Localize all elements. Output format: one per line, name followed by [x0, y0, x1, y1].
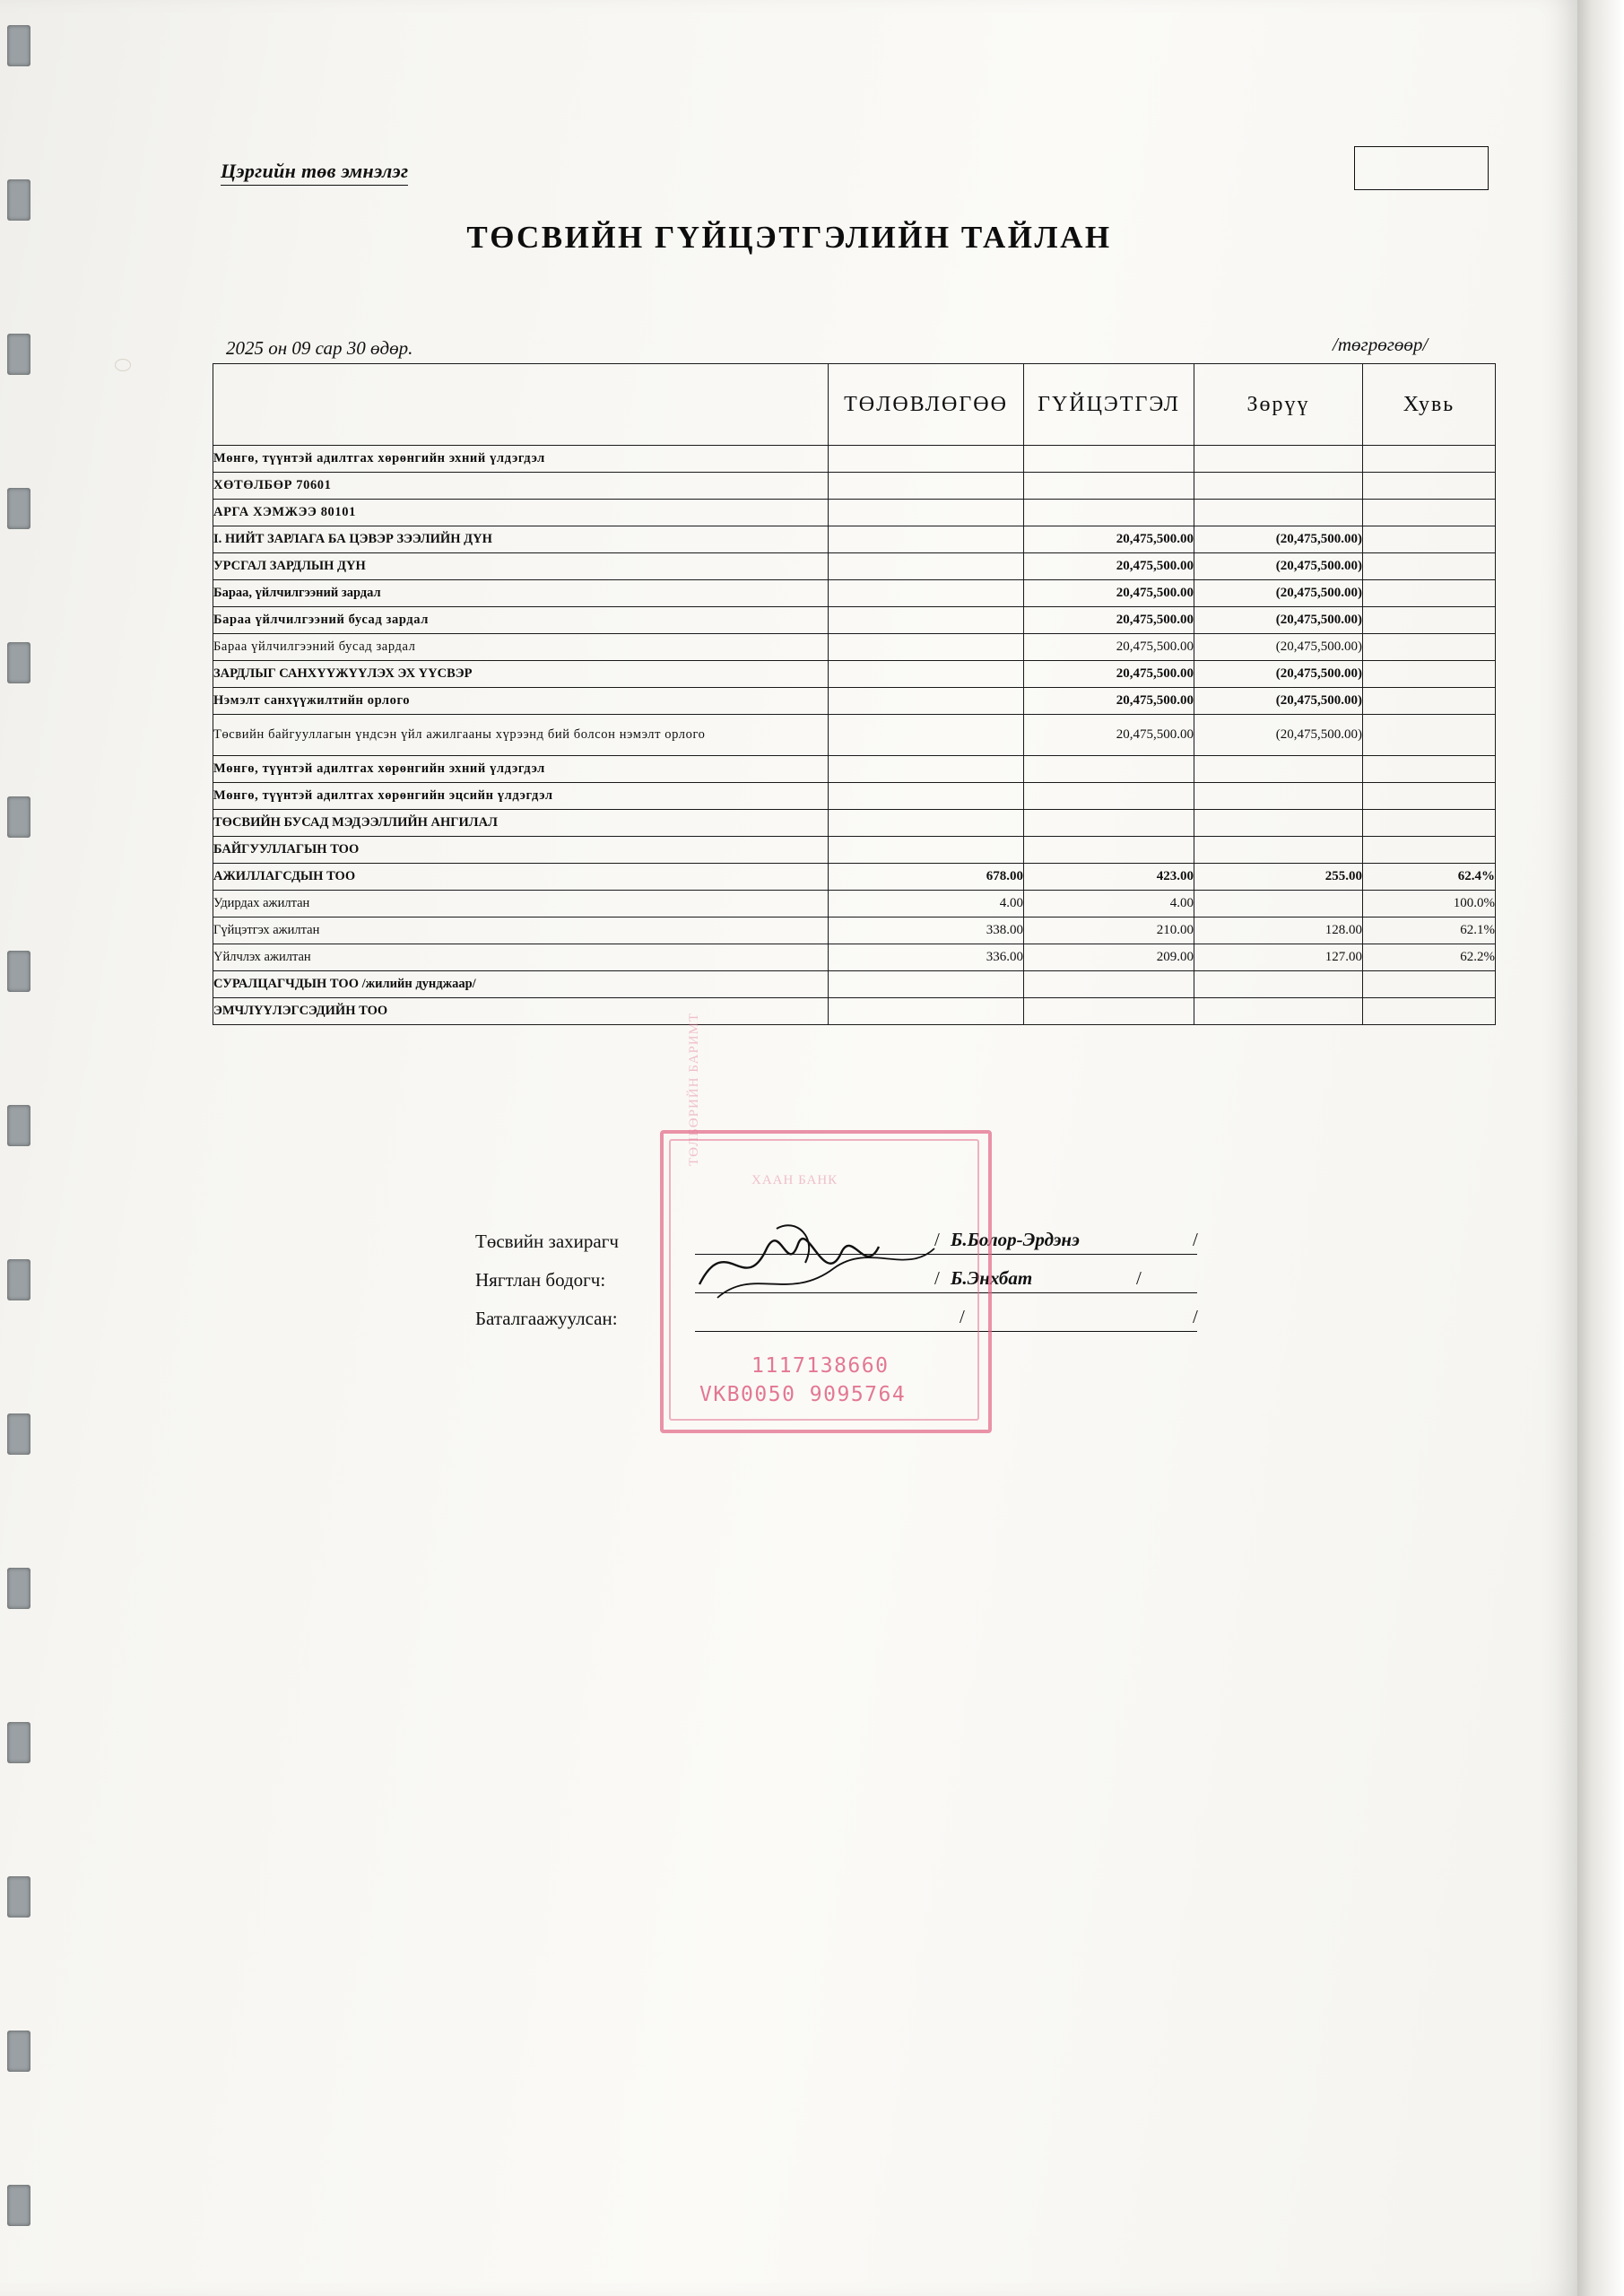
- signature-label: Нягтлан бодогч:: [475, 1269, 606, 1291]
- punch-hole: [7, 2031, 30, 2072]
- cell-difference: 255.00: [1194, 864, 1363, 891]
- signature-block: [475, 1227, 1246, 1343]
- cell-difference: (20,475,500.00): [1194, 661, 1363, 688]
- table-row: [213, 998, 1496, 1025]
- cell-difference: [1194, 783, 1363, 810]
- row-label: СУРАЛЦАГЧДЫН ТОО /жилийн дунджаар/: [213, 971, 829, 998]
- cell-execution: 20,475,500.00: [1024, 634, 1194, 661]
- cell-difference: (20,475,500.00): [1194, 688, 1363, 715]
- cell-execution: [1024, 446, 1194, 473]
- cell-percent: [1363, 553, 1496, 580]
- row-label: ТӨСВИЙН БУСАД МЭДЭЭЛЛИЙН АНГИЛАЛ: [213, 810, 829, 837]
- cell-difference: [1194, 500, 1363, 526]
- cell-plan: 4.00: [829, 891, 1024, 918]
- signature-label: Төсвийн захирагч: [475, 1231, 619, 1252]
- cell-execution: 4.00: [1024, 891, 1194, 918]
- table-row: [213, 715, 1496, 756]
- top-right-empty-box: [1354, 146, 1489, 190]
- signature-label: Баталгаажуулсан:: [475, 1308, 618, 1329]
- cell-difference: (20,475,500.00): [1194, 634, 1363, 661]
- cell-difference: [1194, 473, 1363, 500]
- signature-row: [475, 1265, 1246, 1304]
- cell-plan: [829, 553, 1024, 580]
- table-row: [213, 526, 1496, 553]
- table-row: [213, 864, 1496, 891]
- cell-execution: 209.00: [1024, 944, 1194, 971]
- cell-plan: [829, 783, 1024, 810]
- punch-hole: [7, 642, 30, 683]
- cell-percent: [1363, 715, 1496, 756]
- column-header-execution: ГҮЙЦЭТГЭЛ: [1024, 364, 1194, 446]
- cell-percent: 62.2%: [1363, 944, 1496, 971]
- cell-difference: (20,475,500.00): [1194, 526, 1363, 553]
- table-row: [213, 918, 1496, 944]
- cell-percent: [1363, 607, 1496, 634]
- punch-hole: [7, 1568, 30, 1609]
- punch-hole: [7, 179, 30, 221]
- organization-name: Цэргийн төв эмнэлэг: [221, 160, 408, 186]
- cell-difference: (20,475,500.00): [1194, 553, 1363, 580]
- cell-percent: [1363, 756, 1496, 783]
- cell-execution: 20,475,500.00: [1024, 661, 1194, 688]
- cell-execution: [1024, 998, 1194, 1025]
- cell-difference: [1194, 998, 1363, 1025]
- table-row: [213, 891, 1496, 918]
- cell-execution: 423.00: [1024, 864, 1194, 891]
- cell-execution: 20,475,500.00: [1024, 526, 1194, 553]
- row-label: Мөнгө, түүнтэй адилтгах хөрөнгийн эхний үлдэгдэл: [213, 756, 829, 783]
- row-label: ЭМЧЛҮҮЛЭГСЭДИЙН ТОО: [213, 998, 829, 1025]
- cell-difference: [1194, 756, 1363, 783]
- cell-percent: [1363, 971, 1496, 998]
- cell-plan: [829, 473, 1024, 500]
- cell-execution: 20,475,500.00: [1024, 553, 1194, 580]
- paper-smudge: [115, 359, 131, 371]
- cell-percent: [1363, 837, 1496, 864]
- table-row: [213, 553, 1496, 580]
- row-label: Бараа, үйлчилгээний зардал: [213, 580, 829, 607]
- cell-plan: 338.00: [829, 918, 1024, 944]
- table-row: [213, 607, 1496, 634]
- cell-difference: [1194, 446, 1363, 473]
- table-row: [213, 473, 1496, 500]
- cell-plan: [829, 810, 1024, 837]
- cell-plan: [829, 837, 1024, 864]
- signature-rule: [695, 1254, 1197, 1255]
- cell-difference: [1194, 891, 1363, 918]
- cell-percent: [1363, 473, 1496, 500]
- cell-plan: [829, 607, 1024, 634]
- cell-percent: [1363, 783, 1496, 810]
- row-label: АЖИЛЛАГСДЫН ТОО: [213, 864, 829, 891]
- signature-row: [475, 1227, 1246, 1265]
- cell-difference: (20,475,500.00): [1194, 580, 1363, 607]
- cell-difference: [1194, 837, 1363, 864]
- column-header-plan: ТӨЛӨВЛӨГӨӨ: [829, 364, 1024, 446]
- cell-percent: [1363, 446, 1496, 473]
- signature-slash-right: /: [1136, 1267, 1142, 1289]
- row-label: Бараа үйлчилгээний бусад зардал: [213, 607, 829, 634]
- cell-execution: [1024, 971, 1194, 998]
- table-row: [213, 810, 1496, 837]
- row-label: ЗАРДЛЫГ САНХҮҮЖҮҮЛЭХ ЭХ ҮҮСВЭР: [213, 661, 829, 688]
- cell-plan: [829, 715, 1024, 756]
- table-row: [213, 971, 1496, 998]
- table-row: [213, 634, 1496, 661]
- table-head: [213, 364, 1496, 446]
- row-label: АРГА ХЭМЖЭЭ 80101: [213, 500, 829, 526]
- stamp-code-line-1: 1117138660: [751, 1354, 890, 1378]
- cell-percent: 62.4%: [1363, 864, 1496, 891]
- cell-difference: 128.00: [1194, 918, 1363, 944]
- punch-hole: [7, 796, 30, 838]
- row-label: УРСГАЛ ЗАРДЛЫН ДҮН: [213, 553, 829, 580]
- punch-hole: [7, 2185, 30, 2226]
- punch-hole: [7, 1259, 30, 1300]
- row-label: Удирдах ажилтан: [213, 891, 829, 918]
- cell-difference: (20,475,500.00): [1194, 715, 1363, 756]
- signature-name: Б.Болор-Эрдэнэ: [951, 1229, 1080, 1250]
- column-header-percent: Хувь: [1363, 364, 1496, 446]
- column-header-difference: Зөрүү: [1194, 364, 1363, 446]
- cell-plan: 678.00: [829, 864, 1024, 891]
- row-label: I. НИЙТ ЗАРЛАГА БА ЦЭВЭР ЗЭЭЛИЙН ДҮН: [213, 526, 829, 553]
- cell-difference: (20,475,500.00): [1194, 607, 1363, 634]
- punch-hole: [7, 951, 30, 992]
- signature-slash-left: /: [934, 1229, 940, 1250]
- punch-hole: [7, 1105, 30, 1146]
- punch-hole: [7, 334, 30, 375]
- cell-percent: 100.0%: [1363, 891, 1496, 918]
- table-row: [213, 688, 1496, 715]
- cell-execution: [1024, 756, 1194, 783]
- cell-percent: [1363, 810, 1496, 837]
- cell-plan: [829, 634, 1024, 661]
- stamp-code-line-2: VKB0050 9095764: [699, 1383, 907, 1406]
- signature-slash-left: /: [934, 1267, 940, 1289]
- table-header-row: [213, 364, 1496, 446]
- budget-execution-table: [213, 363, 1496, 1025]
- page-title: ТӨСВИЙН ГҮЙЦЭТГЭЛИЙН ТАЙЛАН: [466, 220, 1112, 255]
- table-row: [213, 661, 1496, 688]
- punch-hole: [7, 488, 30, 529]
- row-label: Төсвийн байгууллагын үндсэн үйл ажилгааны хүрээнд бий болсон нэмэлт орлого: [213, 715, 829, 756]
- report-date: 2025 он 09 сар 30 өдөр.: [226, 337, 413, 359]
- signature-row: [475, 1304, 1246, 1343]
- punch-hole: [7, 1876, 30, 1918]
- cell-execution: [1024, 473, 1194, 500]
- table-row: [213, 756, 1496, 783]
- punch-hole: [7, 1722, 30, 1763]
- cell-plan: [829, 446, 1024, 473]
- signature-slash-right: /: [1193, 1306, 1198, 1327]
- cell-plan: [829, 500, 1024, 526]
- cell-percent: [1363, 526, 1496, 553]
- cell-difference: [1194, 971, 1363, 998]
- signature-rule: [695, 1292, 1197, 1293]
- cell-execution: [1024, 500, 1194, 526]
- punch-hole: [7, 25, 30, 66]
- row-label: Бараа үйлчилгээний бусад зардал: [213, 634, 829, 661]
- cell-execution: 20,475,500.00: [1024, 607, 1194, 634]
- table-row: [213, 944, 1496, 971]
- cell-percent: [1363, 688, 1496, 715]
- cell-percent: [1363, 634, 1496, 661]
- cell-plan: [829, 688, 1024, 715]
- table-row: [213, 446, 1496, 473]
- table-body: [213, 446, 1496, 1025]
- cell-execution: [1024, 783, 1194, 810]
- cell-plan: [829, 971, 1024, 998]
- cell-execution: [1024, 837, 1194, 864]
- cell-plan: [829, 580, 1024, 607]
- punch-hole: [7, 1413, 30, 1455]
- cell-difference: 127.00: [1194, 944, 1363, 971]
- table-row: [213, 580, 1496, 607]
- cell-plan: [829, 526, 1024, 553]
- cell-execution: 210.00: [1024, 918, 1194, 944]
- cell-plan: [829, 661, 1024, 688]
- cell-plan: [829, 998, 1024, 1025]
- row-label: Нэмэлт санхүүжилтийн орлого: [213, 688, 829, 715]
- column-header-label: [213, 364, 829, 446]
- signature-slash-left: /: [960, 1306, 965, 1327]
- signature-slash-right: /: [1193, 1229, 1198, 1250]
- row-label: ХӨТӨЛБӨР 70601: [213, 473, 829, 500]
- cell-percent: [1363, 500, 1496, 526]
- row-label: Үйлчлэх ажилтан: [213, 944, 829, 971]
- signature-rule: [695, 1331, 1197, 1332]
- cell-execution: 20,475,500.00: [1024, 688, 1194, 715]
- cell-plan: 336.00: [829, 944, 1024, 971]
- page-right-edge-shadow: [1577, 0, 1624, 2296]
- row-label: Мөнгө, түүнтэй адилтгах хөрөнгийн эцсийн үлдэгдэл: [213, 783, 829, 810]
- cell-execution: 20,475,500.00: [1024, 715, 1194, 756]
- cell-percent: [1363, 661, 1496, 688]
- row-label: Гүйцэтгэх ажилтан: [213, 918, 829, 944]
- currency-unit-note: /төгрөгөөр/: [1333, 334, 1429, 355]
- row-label: Мөнгө, түүнтэй адилтгах хөрөнгийн эхний үлдэгдэл: [213, 446, 829, 473]
- table-row: [213, 783, 1496, 810]
- cell-difference: [1194, 810, 1363, 837]
- budget-execution-table-wrapper: [213, 363, 1495, 1025]
- cell-execution: [1024, 810, 1194, 837]
- cell-percent: [1363, 998, 1496, 1025]
- row-label: БАЙГУУЛЛАГЫН ТОО: [213, 837, 829, 864]
- signature-name: Б.Энхбат: [951, 1267, 1033, 1289]
- cell-plan: [829, 756, 1024, 783]
- cell-execution: 20,475,500.00: [1024, 580, 1194, 607]
- table-row: [213, 837, 1496, 864]
- cell-percent: [1363, 580, 1496, 607]
- cell-percent: 62.1%: [1363, 918, 1496, 944]
- stamp-side-text: ТӨЛБӨРИЙН БАРИМТ: [687, 1012, 701, 1166]
- table-row: [213, 500, 1496, 526]
- stamp-top-text: ХААН БАНК: [751, 1173, 838, 1187]
